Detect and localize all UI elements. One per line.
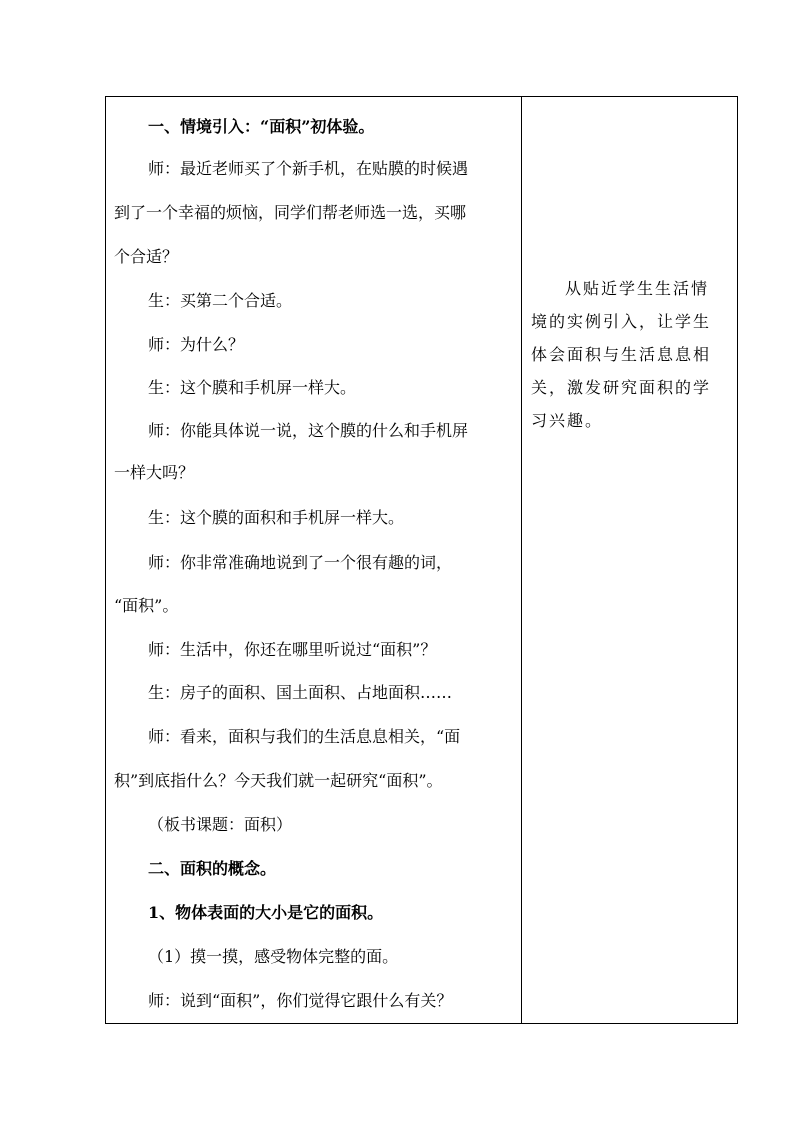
lesson-line: 积”到底指什么？今天我们就一起研究“面积”。 <box>114 771 443 790</box>
lesson-line: 师：你非常准确地说到了一个很有趣的词， <box>148 553 453 572</box>
lesson-line: 生：这个膜的面积和手机屏一样大。 <box>148 508 405 527</box>
lesson-line: 1、物体表面的大小是它的面积。 <box>148 903 384 922</box>
lesson-line: 生：买第二个合适。 <box>148 291 293 310</box>
lesson-line: 生：房子的面积、国土面积、占地面积…… <box>148 683 453 702</box>
lesson-plan-table <box>105 96 738 1024</box>
design-intent-text: 从贴近学生生活情境的实例引入，让学生体会面积与生活息息相关，激发研究面积的学习兴趣。 <box>531 279 712 430</box>
lesson-line: 师：生活中，你还在哪里听说过“面积”？ <box>148 640 437 659</box>
lesson-line: 生：这个膜和手机屏一样大。 <box>148 378 357 397</box>
design-intent-cell <box>522 97 737 1023</box>
lesson-line: 一样大吗？ <box>114 463 195 482</box>
teaching-process-cell <box>106 97 522 1023</box>
lesson-line: （1）摸一摸，感受物体完整的面。 <box>148 947 399 966</box>
lesson-line: 师：你能具体说一说，这个膜的什么和手机屏 <box>148 421 469 440</box>
lesson-line: 师：为什么？ <box>148 335 245 354</box>
lesson-line: 师：最近老师买了个新手机，在贴膜的时候遇 <box>148 159 469 178</box>
lesson-line: 师：看来，面积与我们的生活息息相关，“面 <box>148 727 461 746</box>
lesson-line: 个合适？ <box>114 247 179 266</box>
lesson-line: 到了一个幸福的烦恼，同学们帮老师选一选，买哪 <box>114 203 467 222</box>
lesson-line: 师：说到“面积”，你们觉得它跟什么有关？ <box>148 991 453 1010</box>
lesson-line: “面积”。 <box>114 596 179 615</box>
lesson-line: （板书课题：面积） <box>148 815 293 834</box>
lesson-line: 一、情境引入：“面积”初体验。 <box>148 117 375 136</box>
lesson-line: 二、面积的概念。 <box>148 859 277 878</box>
